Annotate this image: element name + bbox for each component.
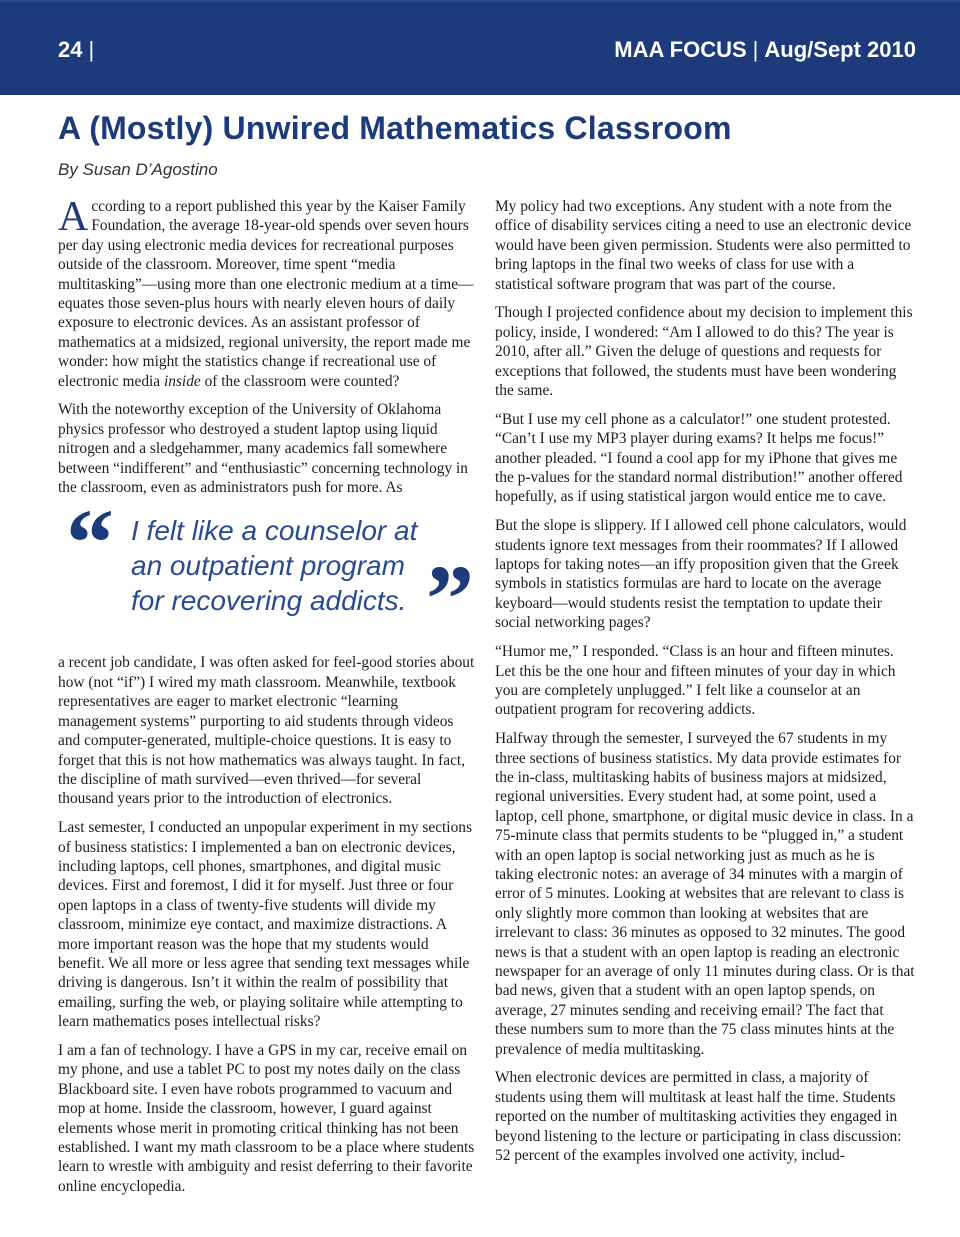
paragraph-r5: “Humor me,” I responded. “Class is an hour and fifteen minutes. Let this be the one hour and fifteen minutes of your day in which you are completely unplugged.” I felt like a counselor at an outpatient program for recovering addicts. xyxy=(495,643,896,719)
paragraph-r4: But the slope is slippery. If I allowed cell phone calculators, would students ignore text messages from their roommates? If I allowed laptops for taking notes—an iffy proposition given that the Greek symbols in statistics formulas are hard to locate on the average keyboard—would students resist the temptation to update their social networking pages? xyxy=(495,517,907,632)
left-column xyxy=(58,194,478,1206)
issue-block xyxy=(614,37,916,63)
paragraph-intro xyxy=(58,194,478,391)
paragraph-r6: Halfway through the semester, I surveyed the 67 students in my three sections of business statistics. My data provide estimates for the in-class, multitasking habits of business majors at midsized, regional universities. Every student had, at some point, used a laptop, cell phone, smartphone, or digital music device in class. In a 75-minute class that permits students to be “plugged in,” a student with an open laptop is social networking just as much as he is taking electronic notes: an average of 34 minutes with a margin of error of 5 minutes. Looking at websites that are relevant to class is only slightly more common than looking at websites that are irrelevant to class: 36 minutes as opposed to 32 minutes. The good news is that a student with an open laptop is reading an electronic newspaper for an average of only 11 minutes during class. Or is that bad news, given that a student with an open laptop spends, on average, 27 minutes sending and receiving email? The fact that these numbers sum to more than the 75 class minutes hints at the prevalence of media multitasking. xyxy=(495,730,915,1058)
paragraph-intro-end: of the classroom were counted? xyxy=(200,372,400,390)
pull-quote-text: I felt like a counselor at an outpatient program for recovering addicts. xyxy=(131,515,418,617)
paragraph-r2: Though I projected confidence about my decision to implement this policy, inside, I wondered: “Am I allowed to do this? The year is 2010, after all.” Given the deluge of questions and requests for exceptions that followed, the students must have been wondering the same. xyxy=(495,304,913,400)
publication-name: MAA FOCUS xyxy=(614,37,747,62)
open-quote-mark-icon: “ xyxy=(66,489,114,597)
right-column xyxy=(495,197,915,1175)
paragraph-intro-emphasis: inside xyxy=(163,372,201,390)
article-byline: By Susan D’Agostino xyxy=(58,160,218,179)
paragraph-r3: “But I use my cell phone as a calculator!” one student protested. “Can’t I use my MP3 player during exams? It helps me focus!” another pleaded. “I found a cool app for my iPhone that gives me the p-values for the standard normal distribution!” another offered hopefully, as if using statistical jargon would entice me to cave. xyxy=(495,410,903,506)
paragraph-r7: When electronic devices are permitted in class, a majority of students using them will multitask at least half the time. Students reported on the number of multitasking activities they engaged in beyond listening to the lecture or participating in class discussion: 52 percent of the examples involved one activity, includ- xyxy=(495,1069,902,1165)
article-title: A (Mostly) Unwired Mathematics Classroom xyxy=(58,110,732,146)
page-number: 24 xyxy=(58,37,83,62)
page-number-block xyxy=(58,37,100,63)
paragraph-r1: My policy had two exceptions. Any student with a note from the office of disability services citing a need to use an electronic device would have been given permission. Students were also permitted to bring laptops in the final two weeks of class for use with a statistical software program that was part of the course. xyxy=(495,198,912,293)
drop-cap: A xyxy=(58,194,89,240)
header-separator-right: | xyxy=(752,37,759,62)
paragraph-4: Last semester, I conducted an unpopular experiment in my sections of business statistics: I implemented a ban on electronic devices, including laptops, cell phones, smartphones, and digital music devices. First and foremost, I did it for myself. Just three or four open laptops in a class of twenty-five students will divide my classroom, minimize eye contact, and maximize distractions. A more important reason was the hope that my students would benefit. We all more or less agree that sending text messages while driving is dangerous. Isn’t it within the realm of possibility that emailing, surfing the web, or playing solitaire while attempting to learn mathematics poses intellectual risks? xyxy=(58,819,472,1031)
issue-date: Aug/Sept 2010 xyxy=(764,37,916,62)
paragraph-intro-text: ccording to a report published this year by the Kaiser Family Foundation, the average 18-year-old spends over seven hours per day using electronic media devices for recreational purposes outside of the classroom. Moreover, time spent “media multitasking”—using more than one electronic medium at a time—equates those seven-plus hours with nearly eleven hours of daily exposure to electronic devices. As an assistant professor of mathematics at a midsized, regional university, the report made me wonder: how might the statistics change if recreational use of electronic media xyxy=(58,198,474,390)
pull-quote xyxy=(58,489,478,653)
paragraph-5: I am a fan of technology. I have a GPS in my car, receive email on my phone, and use a tablet PC to post my notes daily on the class Blackboard site. I even have robots programmed to vacuum and mop at home. Inside the classroom, however, I guard against elements whose merit in promoting critical thinking has not been established. I want my math classroom to be a place where students learn to wrestle with ambiguity and resist deferring to their favorite online encyclopedia. xyxy=(58,1041,475,1195)
paragraph-3: a recent job candidate, I was often asked for feel-good stories about how (not “if”) I wired my math classroom. Meanwhile, textbook representatives are eager to market electronic “learning management systems” purporting to aid students through videos and computer-generated, multiple-choice questions. It is easy to forget that this is not how mathematics was always taught. In fact, the discipline of math survived—even thrived—for several thousand years prior to the introduction of electronics. xyxy=(58,654,475,808)
paragraph-2: With the noteworthy exception of the University of Oklahoma physics professor who destroyed a student laptop using liquid nitrogen and a sledgehammer, many academics fall somewhere between “indifferent” and “enthusiastic” concerning technology in the classroom, even as administrators push for more. As xyxy=(58,401,468,497)
close-quote-mark-icon: ” xyxy=(426,545,474,653)
page-header xyxy=(0,0,960,95)
header-separator-left: | xyxy=(88,37,95,62)
